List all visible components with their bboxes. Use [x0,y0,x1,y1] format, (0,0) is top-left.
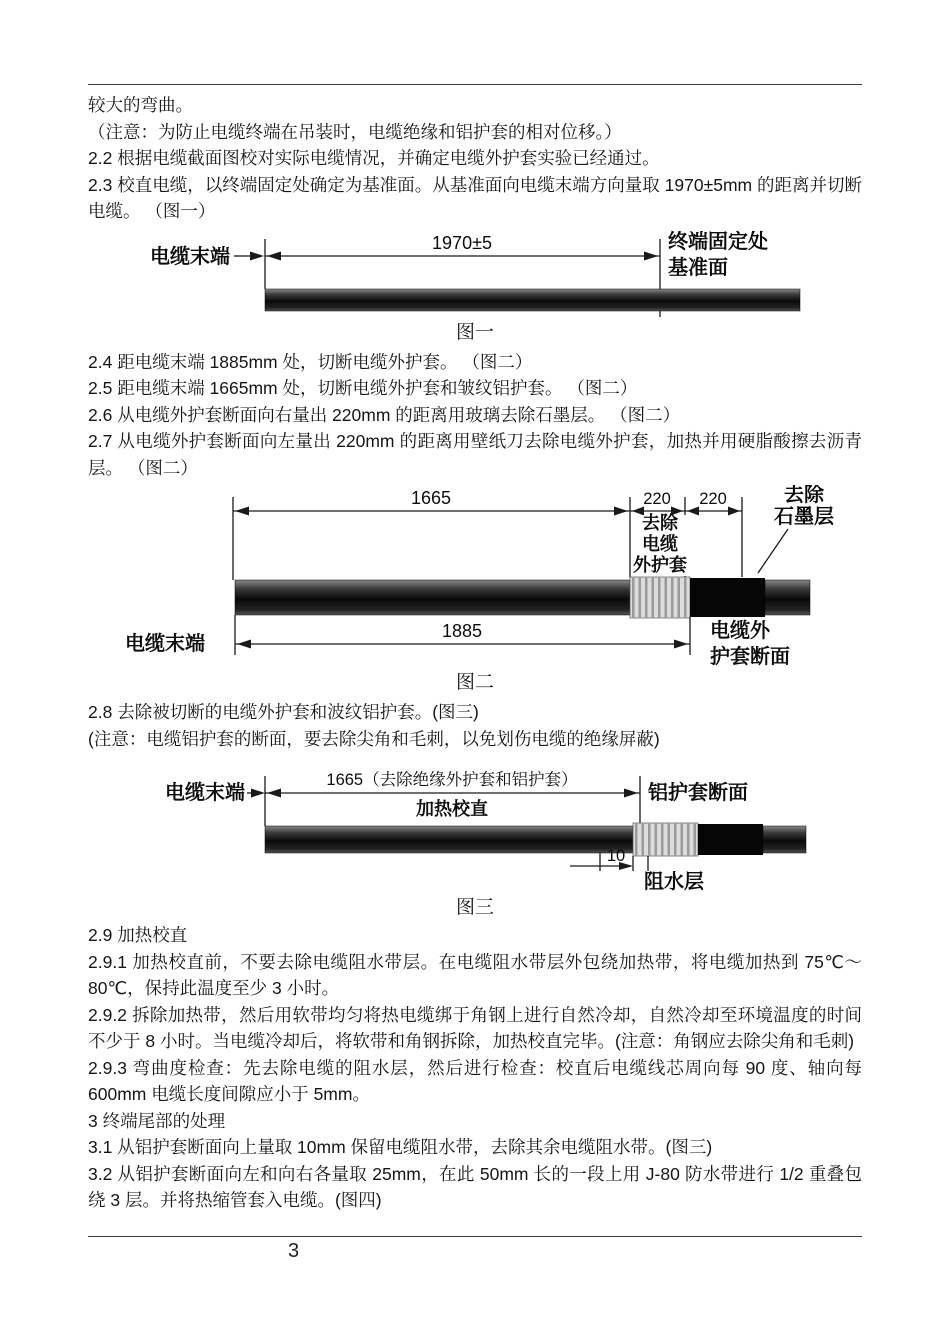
fig2-remove-jacket-label-2: 电缆 [642,534,678,554]
fig2-black-band [690,578,765,617]
paragraph-2-9-2: 2.9.2 拆除加热带，然后用软带均匀将热电缆绑于角钢上进行自然冷却，自然冷却至环境温度的时间不少于 8 小时。当电缆冷却后，将软带和角钢拆除，加热校直完毕。(注意：角钢应去除尖角和毛刺) [88,1004,862,1051]
fig2-dim-1885-label: 1885 [441,621,483,641]
paragraph-2-9: 2.9 加热校直 [88,925,188,945]
figure-2 [88,485,862,695]
fig2-jacket-section-label-1: 电缆外 [710,620,770,642]
figure-3-diagram [88,768,862,896]
cable-end-pointer-arrow [250,251,264,260]
graphite-leader-line [758,529,788,573]
fig1-dim-1970-label: 1970±5 [432,232,492,253]
fig2-remove-jacket-label-1: 去除 [642,513,678,533]
paragraph-2-8: 2.8 去除被切断的电缆外护套和波纹铝护套。(图三) [88,702,479,722]
figure-3 [88,768,862,920]
fig1-cable-end-label: 电缆末端 [150,245,230,268]
fig2-dim-220-right-label: 220 [699,490,727,508]
fig2-remove-graphite-label-1: 去除 [784,485,824,506]
paragraph-2-2: 2.2 根据电缆截面图校对实际电缆情况，并确定电缆外护套实验已经通过。 [88,148,660,168]
fig3-black-band [698,824,763,855]
fig2-remove-jacket-label-3: 外护套 [633,555,687,575]
fig2-remove-graphite-label-2: 石墨层 [774,506,834,528]
cable-end-pointer-arrow [251,789,265,798]
figure-1 [88,229,862,345]
paragraph-note-burrs: (注意：电缆铝护套的断面，要去除尖角和毛刺，以免划伤电缆的绝缘屏蔽) [88,728,660,749]
fig3-heat-straighten-label: 加热校直 [416,799,488,819]
figure-2-diagram [88,485,862,671]
paragraph-2-7: 2.7 从电缆外护套断面向左量出 220mm 的距离用壁纸刀去除电缆外护套，加热并用硬脂酸擦去沥青层。 （图二） [88,431,862,478]
paragraph-2-3: 2.3 校直电缆，以终端固定处确定为基准面。从基准面向电缆末端方向量取 1970±5mm 的距离并切断电缆。 （图一） [88,174,862,221]
top-rule [88,84,862,85]
figure-1-caption: 图一 [455,321,494,343]
figure-1-diagram [88,229,862,321]
fig2-cable-tail [765,580,810,615]
fig3-al-sheath-section-label: 铝护套断面 [648,782,748,804]
page-footer [88,1236,862,1263]
fig1-terminal-fix-label: 终端固定处 [668,230,768,253]
fig2-jacket-section-label-2: 护套断面 [710,646,790,668]
page-number: 3 [288,1240,300,1262]
paragraph-2-9-1: 2.9.1 加热校直前，不要去除电缆阻水带层。在电缆阻水带层外包绕加热带，将电缆加热到 75℃～80℃，保持此温度至少 3 小时。 [88,951,862,998]
fig3-dim-10-label: 10 [606,847,626,865]
paragraph-2-9-3: 2.9.3 弯曲度检查：先去除电缆的阻水层，然后进行检查：校直后电缆线芯周向每 90 度、轴向每 600mm 电缆长度间隙应小于 5mm。 [88,1057,862,1104]
paragraph-3-1: 3.1 从铝护套断面向上量取 10mm 保留电缆阻水带，去除其余电缆阻水带。(图三) [88,1137,713,1157]
paragraph-2-5: 2.5 距电缆末端 1665mm 处，切断电缆外护套和皱纹铝护套。 （图二） [88,378,638,398]
page-content [88,84,862,1214]
fig2-cable-drawing [235,577,810,618]
paragraph-2-4: 2.4 距电缆末端 1885mm 处，切断电缆外护套。 （图二） [88,351,533,372]
fig3-cable-end-label: 电缆末端 [165,782,245,804]
fig3-cable-body [265,826,633,853]
paragraph-3: 3 终端尾部的处理 [88,1110,226,1131]
fig1-datum-plane-label: 基准面 [668,256,728,279]
figure-3-caption: 图三 [455,897,494,918]
paragraph-2-6: 2.6 从电缆外护套断面向右量出 220mm 的距离用玻璃去除石墨层。 （图二） [88,404,681,425]
fig2-cable-body [235,580,630,615]
fig2-dim-1665-label: 1665 [410,488,452,508]
paragraph-continuation: 较大的弯曲。 [88,95,193,115]
figure-2-caption: 图二 [455,672,494,693]
fig3-cable-tail [763,826,806,853]
fig1-cable-body [265,289,800,311]
fig2-cable-end-label: 电缆末端 [125,633,205,655]
paragraph-note-hoisting: （注意：为防止电缆终端在吊装时，电缆绝缘和铝护套的相对位移。） [88,121,622,142]
fig3-cable-drawing [265,823,806,856]
fig3-water-blocking-label: 阻水层 [644,871,704,893]
fig2-top-dimension-lines [233,497,788,580]
paragraph-3-2: 3.2 从铝护套断面向左和向右各量取 25mm，在此 50mm 长的一段上用 J-80 防水带进行 1/2 重叠包绕 3 层。并将热缩管套入电缆。(图四) [88,1163,862,1210]
fig3-dim-1665-label: 1665（去除绝缘外护套和铝护套） [326,771,578,789]
bottom-rule [88,1236,862,1237]
fig2-dim-220-left-label: 220 [643,490,671,508]
